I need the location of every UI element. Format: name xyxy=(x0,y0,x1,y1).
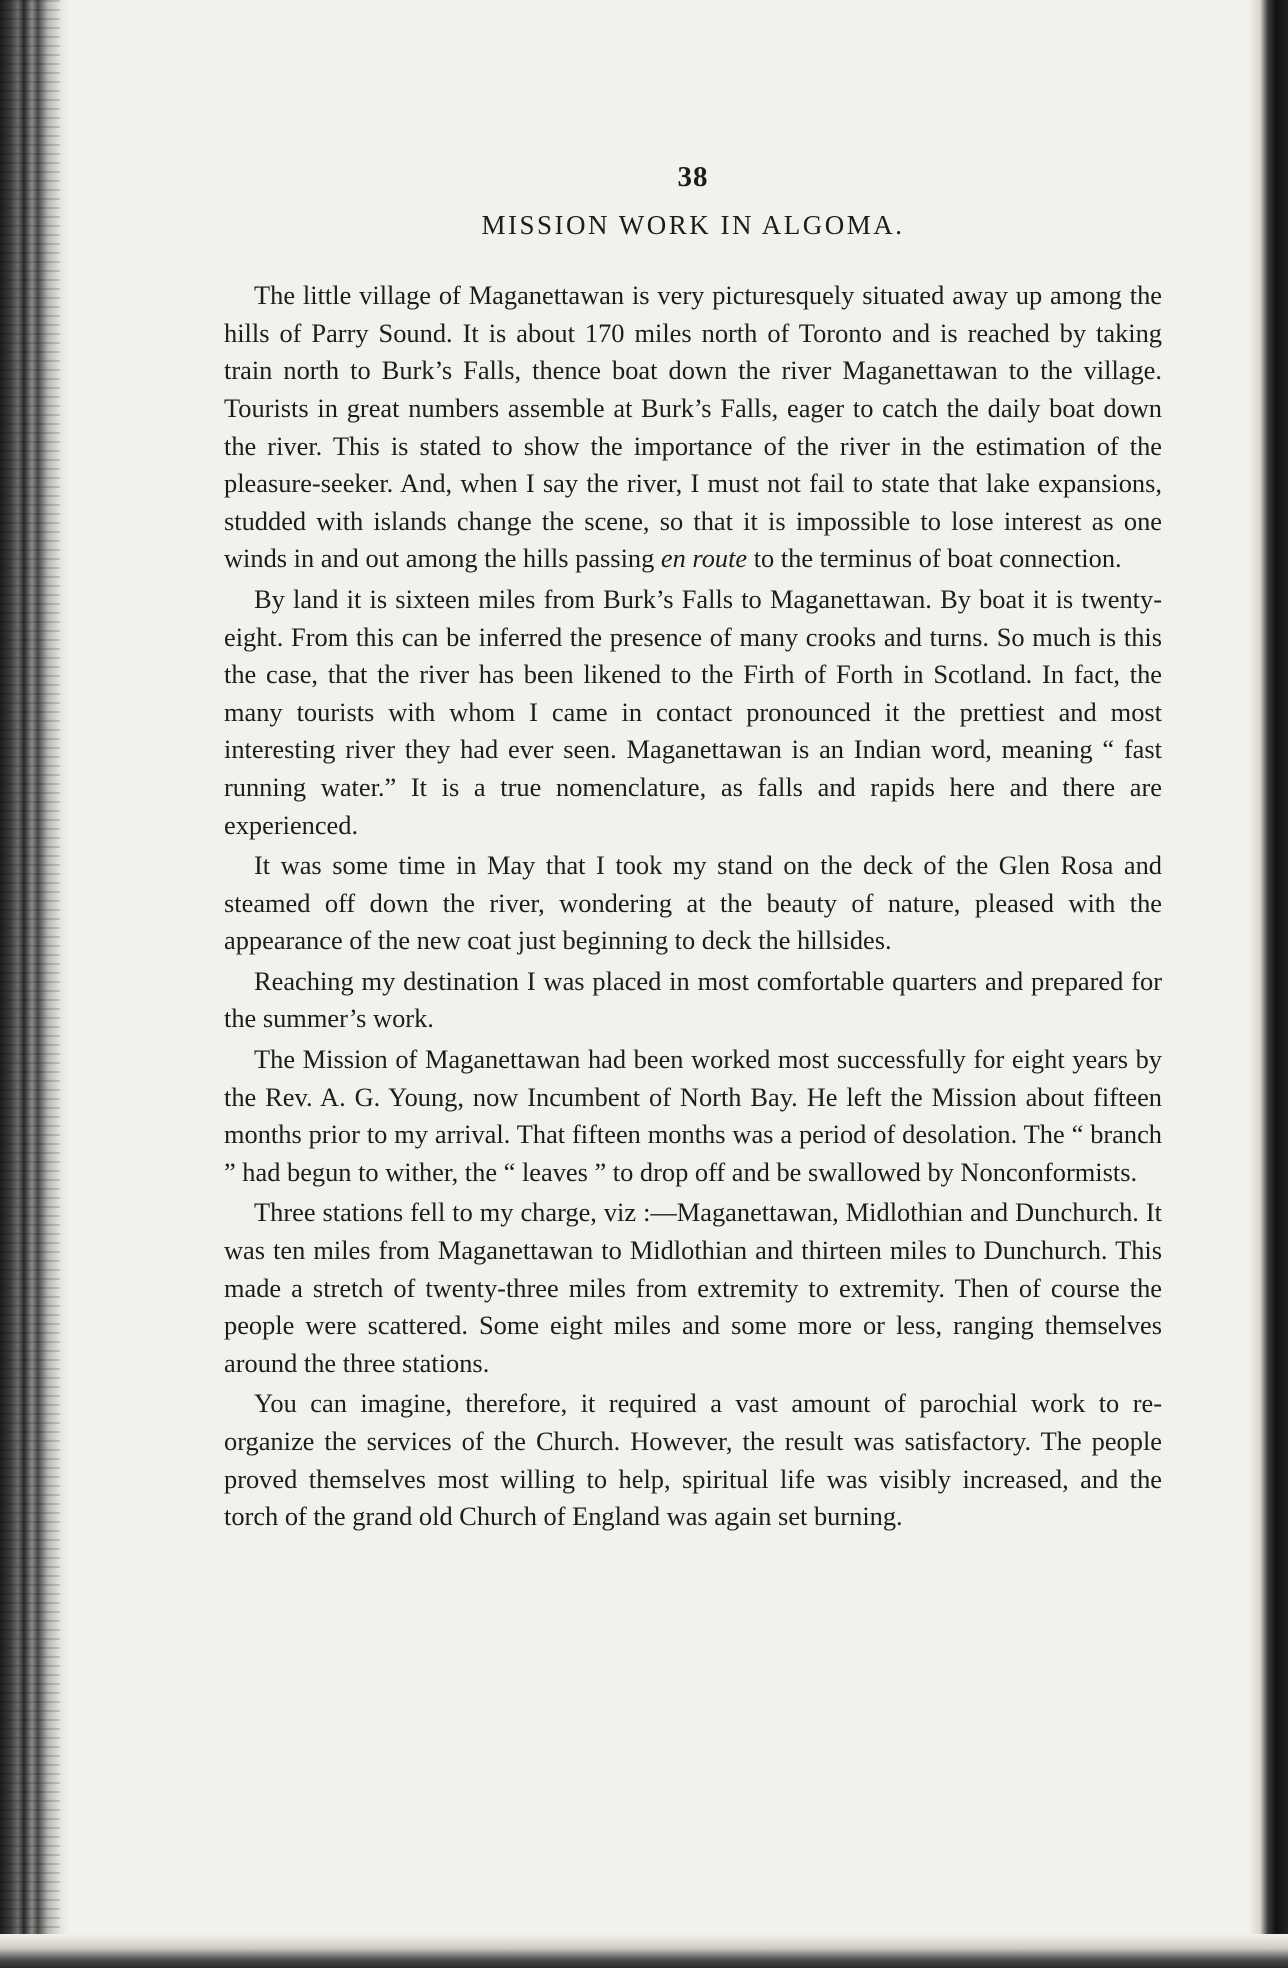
paragraph-4: Reaching my destination I was placed in most comfortable quarters and prepared for the summer’s work. xyxy=(224,965,1162,1034)
paragraph-1 xyxy=(224,277,1162,578)
paragraph-1-italic: en route xyxy=(660,543,748,574)
paragraph-3: It was some time in May that I took my stand on the deck of the Glen Rosa and steamed off down the river, wondering at the beauty of nature, pleased with the appearance of the new coat just beginning to deck the hillsides. xyxy=(224,850,1162,956)
bottom-page-edge xyxy=(0,1934,1288,1968)
page-number: 38 xyxy=(677,161,709,193)
binding-texture xyxy=(0,0,60,1968)
paragraph-7: You can imagine, therefore, it required a vast amount of parochial work to re-organize the services of the Church. However, the result was satisfactory. The people proved themselves most willing to help, spiritual life was visibly increased, and the torch of the grand old Church of England was again set burning. xyxy=(224,1388,1162,1532)
paragraph-2: By land it is sixteen miles from Burk’s Falls to Maganettawan. By boat it is twenty-eight. From this can be inferred the presence of many crooks and turns. So much is this the case, that the river has been likened to the Firth of Forth in Scotland. In fact, the many tourists with whom I came in contact pronounced it the prettiest and most interesting river they had ever seen. Maganettawan is an Indian word, meaning “ fast running water.” It is a true nomenclature, as falls and rapids here and there are experienced. xyxy=(224,583,1162,840)
page-heading: MISSION WORK IN ALGOMA. xyxy=(481,209,905,240)
paragraph-1-tail: to the terminus of boat connection. xyxy=(747,543,1122,574)
paragraph-5: The Mission of Maganettawan had been worked most successfully for eight years by the Rev. A. G. Young, now Incumbent of North Bay. He left the Mission about fifteen months prior to my arrival. That fifteen months was a period of desolation. The “ branch ” had begun to wither, the “ leaves ” to drop off and be swallowed by Nonconformists. xyxy=(224,1044,1162,1187)
page-body xyxy=(224,160,1162,1539)
paragraph-6: Three stations fell to my charge, viz :—Maganettawan, Midlothian and Dunchurch. It was ten miles from Maganettawan to Midlothian and thirteen miles to Dunchurch. This made a stretch of twenty-three miles from extremity to extremity. Then of course the people were scattered. Some eight miles and some more or less, ranging themselves around the three stations. xyxy=(224,1197,1162,1378)
paragraph-1-text: The little village of Maganettawan is very picturesquely situated away up among the hills of Parry Sound. It is about 170 miles north of Toronto and is reached by taking train north to Burk’s Falls, thence boat down the river Maganettawan to the village. Tourists in great numbers assemble at Burk’s Falls, eager to catch the daily boat down the river. This is stated to show the importance of the river in the estimation of the pleasure-seeker. And, when I say the river, I must not fail to state that lake expansions, studded with islands change the scene, so that it is impossible to lose interest as one winds in and out among the hills passing xyxy=(224,280,1162,574)
right-page-edge xyxy=(1248,0,1288,1968)
